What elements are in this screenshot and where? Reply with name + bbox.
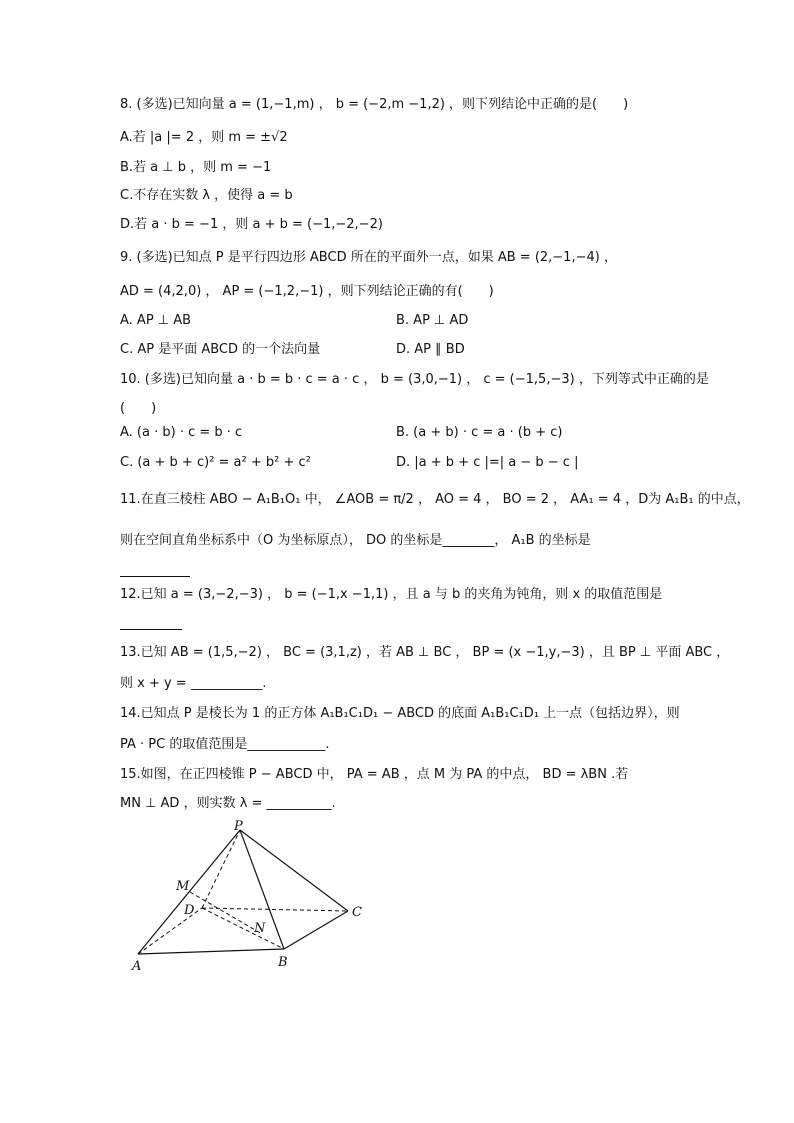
- edge-ab: [138, 949, 284, 954]
- q9-option-b: B. AP ⊥ AD: [396, 313, 469, 328]
- q9-stem-line2: AD = (4,2,0) ， AP = (−1,2,−1) ，则下列结论正确的有( ): [120, 284, 494, 299]
- q9-option-a: A. AP ⊥ AB: [120, 313, 192, 328]
- edge-pc: [240, 830, 348, 911]
- pyramid-figure: [126, 818, 366, 978]
- q13-line1: 13.已知 AB = (1,5,−2) ， BC = (3,1,z) ，若 AB ⊥ BC ， BP = (x −1,y,−3) ，且 BP ⊥ 平面 ABC ，: [120, 645, 730, 660]
- label-n: N: [254, 921, 266, 936]
- q13-line2: 则 x + y = ___________.: [120, 676, 267, 691]
- q12-line1: 12.已知 a = (3,−2,−3) ， b = (−1,x −1,1) ，且 a 与 b 的夹角为钝角，则 x 的取值范围是: [120, 587, 663, 602]
- edge-bc: [284, 911, 348, 949]
- q8-option-a: A.若 |a |= 2 ，则 m = ±√2: [120, 130, 288, 145]
- label-p: P: [234, 819, 243, 834]
- q9-option-c: C. AP 是平面 ABCD 的一个法向量: [120, 342, 321, 357]
- q10-option-d: D. |a + b + c |=| a − b − c |: [396, 455, 579, 470]
- q11-line2: 则在空间直角坐标系中（O 为坐标原点）， DO 的坐标是________， A₁B 的坐标是: [120, 533, 591, 548]
- q10-option-c: C. (a + b + c)² = a² + b² + c²: [120, 455, 311, 470]
- segment-mn: [190, 892, 262, 934]
- q9-stem-line1: 9. (多选)已知点 P 是平行四边形 ABCD 所在的平面外一点，如果 AB = (2,−1,−4) ，: [120, 250, 617, 265]
- q8-option-d: D.若 a · b = −1 ，则 a + b = (−1,−2,−2): [120, 217, 383, 232]
- q10-option-b: B. (a + b) · c = a · (b + c): [396, 425, 563, 440]
- q10-stem-line1: 10. (多选)已知向量 a · b = b · c = a · c ， b = (3,0,−1) ， c = (−1,5,−3) ，下列等式中正确的是: [120, 372, 709, 387]
- q8-stem: 8. (多选)已知向量 a = (1,−1,m) ， b = (−2,m −1,2) ，则下列结论中正确的是( ): [120, 97, 629, 112]
- q11-answer-blank: [120, 576, 190, 577]
- q8-option-c: C.不存在实数 λ ，使得 a = b: [120, 188, 293, 203]
- label-m: M: [176, 879, 190, 894]
- q10-stem-line2: ( ): [120, 401, 157, 416]
- label-a: A: [132, 959, 142, 974]
- label-b: B: [278, 955, 288, 970]
- q12-answer-blank: [120, 629, 182, 630]
- q15-line2: MN ⊥ AD ，则实数 λ = __________.: [120, 796, 336, 811]
- q14-line1: 14.已知点 P 是棱长为 1 的正方体 A₁B₁C₁D₁ − ABCD 的底面 A₁B₁C₁D₁ 上一点（包括边界），则: [120, 706, 680, 721]
- q9-option-d: D. AP ∥ BD: [396, 342, 465, 357]
- q11-line1: 11.在直三棱柱 ABO − A₁B₁O₁ 中， ∠AOB = π/2 ， AO = 4 ， BO = 2 ， AA₁ = 4 ，D为 A₁B₁ 的中点，: [120, 492, 750, 507]
- q8-option-b: B.若 a ⊥ b ，则 m = −1: [120, 160, 272, 175]
- q10-option-a: A. (a · b) · c = b · c: [120, 425, 243, 440]
- label-d: D: [184, 903, 195, 918]
- q15-line1: 15.如图，在正四棱锥 P − ABCD 中， PA = AB ，点 M 为 PA 的中点， BD = λBN .若: [120, 767, 629, 782]
- q14-line2: PA · PC 的取值范围是____________.: [120, 737, 330, 752]
- label-c: C: [352, 905, 362, 920]
- edge-dc: [202, 908, 348, 911]
